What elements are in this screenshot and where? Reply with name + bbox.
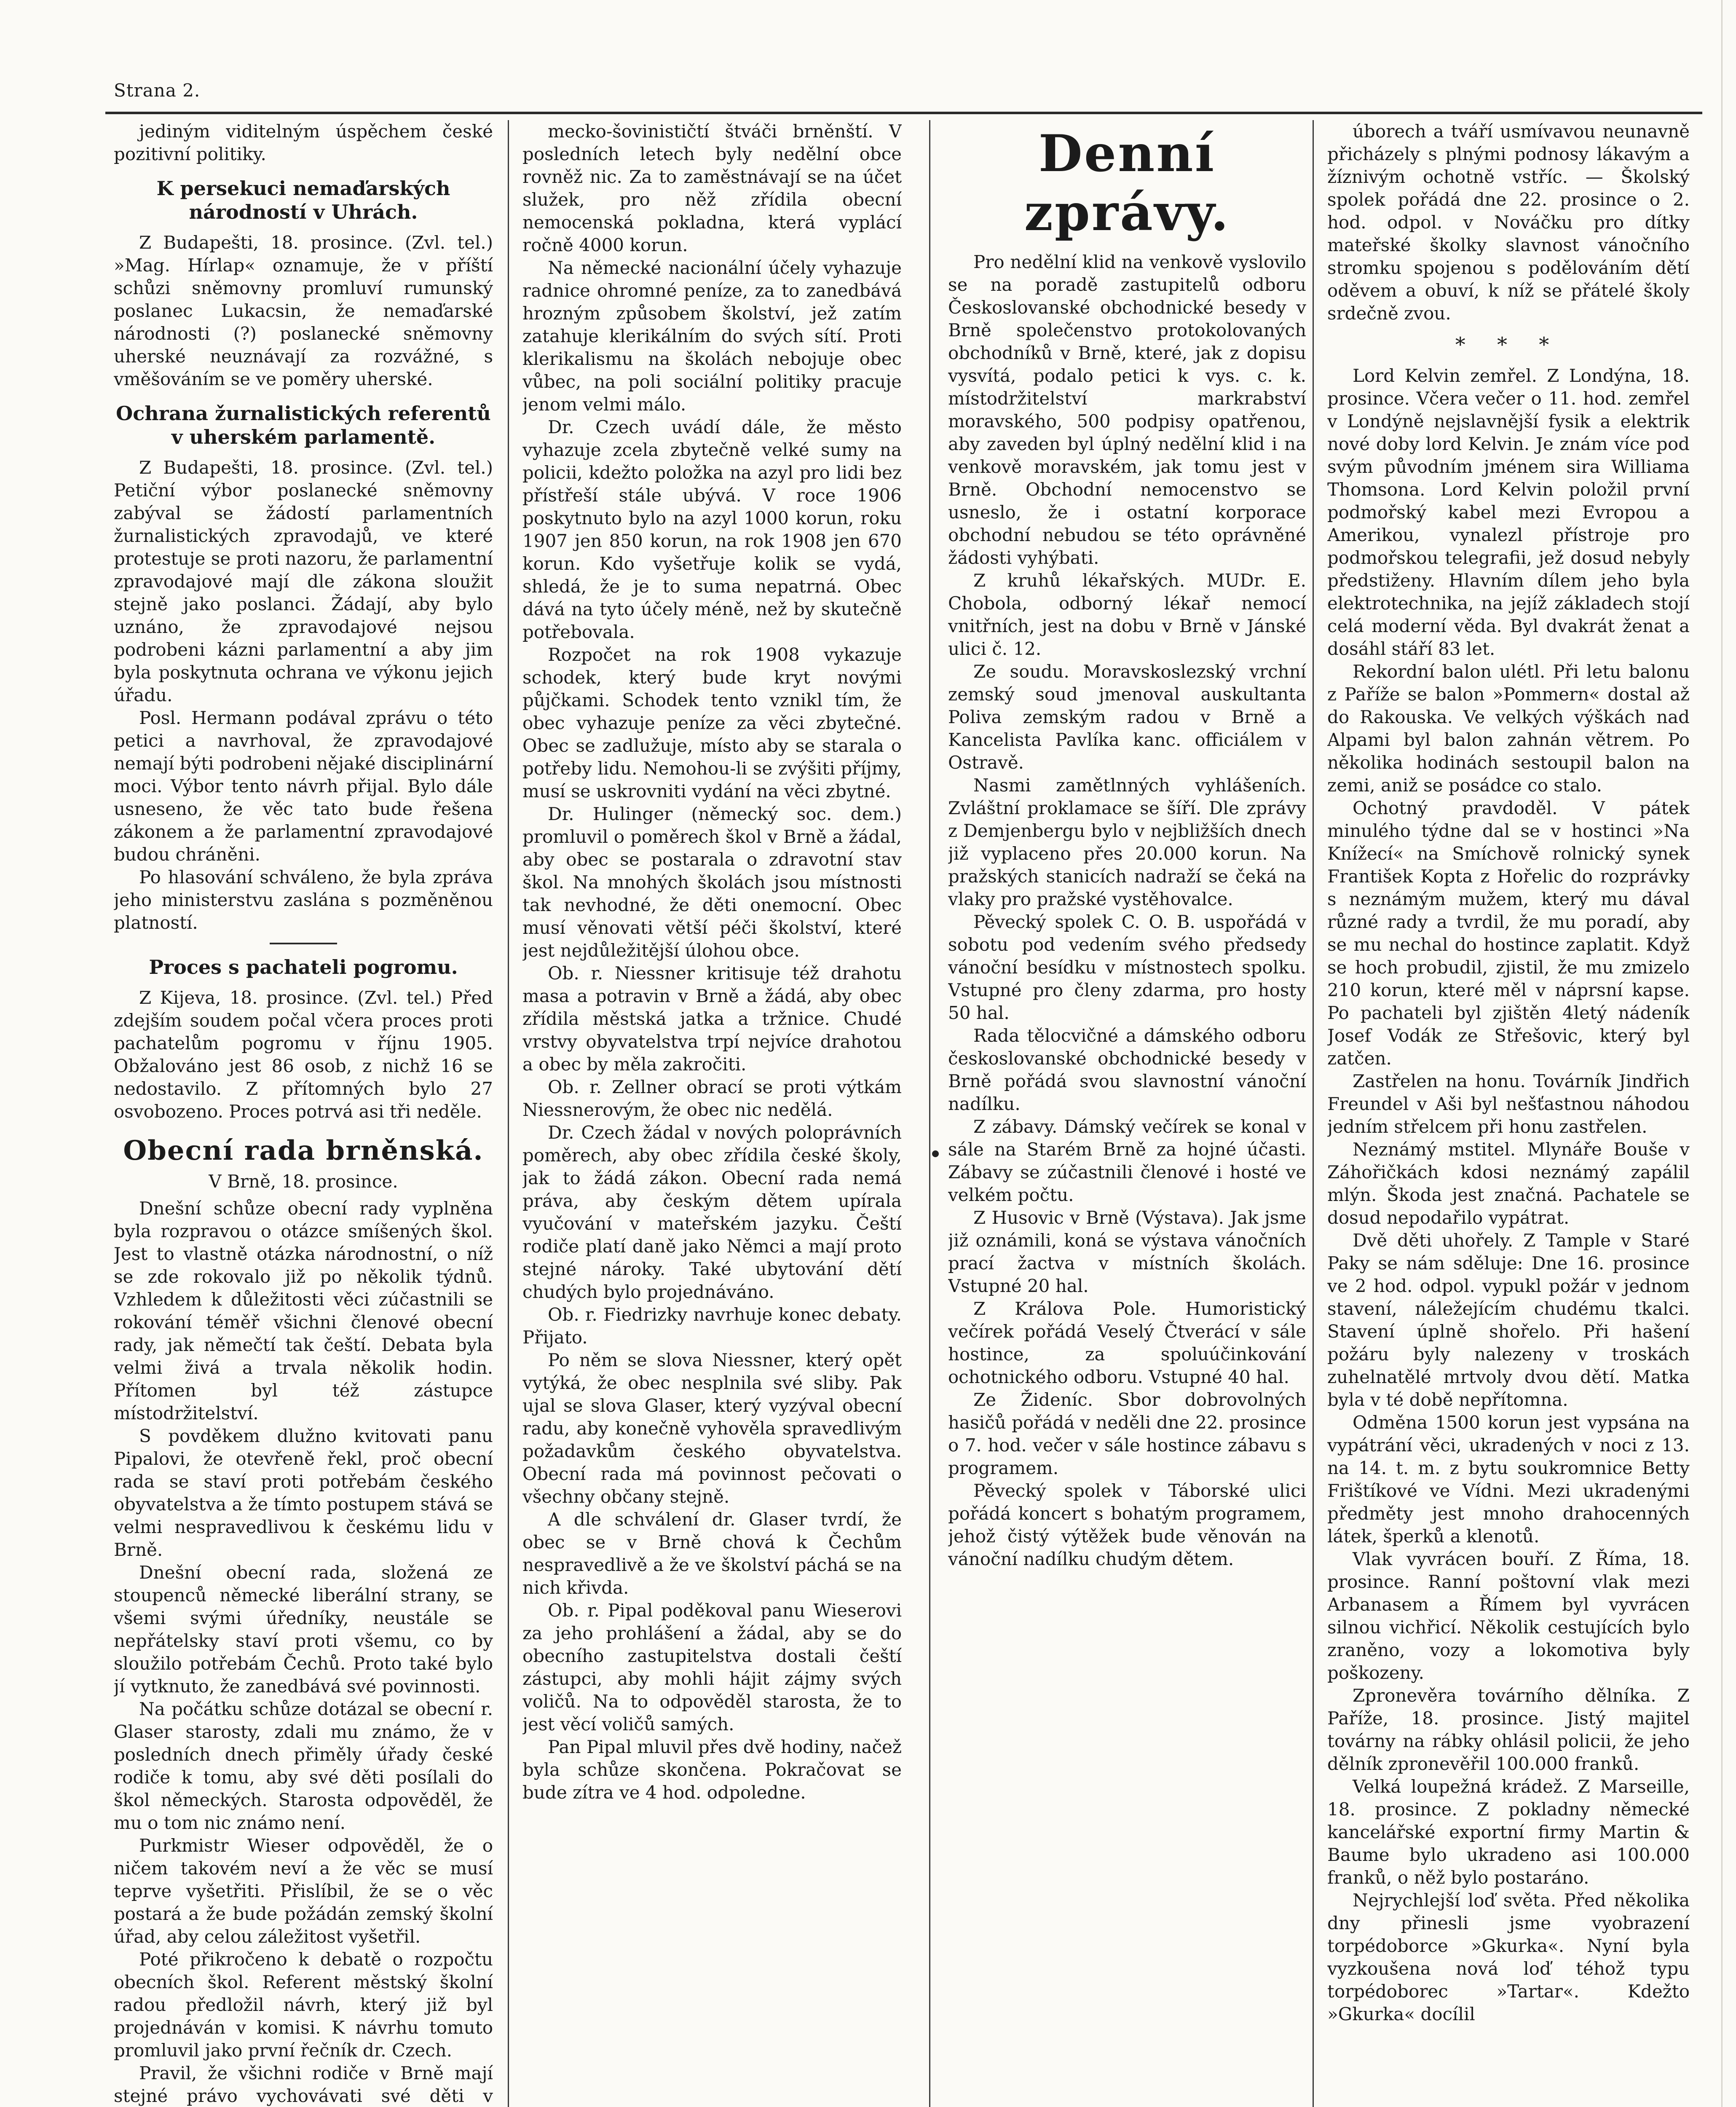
article-text: Poté přikročeno k debatě o rozpočtu obecních škol. Referent městský školní radou předložil návrh, který již byl projednáván v komisi. K návrhu tomuto promluvil jako první řečník dr. Czech. — [114, 1949, 493, 2061]
news-item: Ochotný pravdoděl. V pátek minulého týdne dal se v hostinci »Na Knížecí« na Smíchově rolnický synek František Kopta z Hořelic do rozprávky s neznámým mužem, který mu dával různé rady a tvrdil, že mu poradí, aby se mu nechal do hostince zaplatit. Když se hoch probudil, zjistil, že mu zmizelo 210 korun, které měl v náprsní kapse. Po pachateli byl zjištěn 4letý nádeník Josef Vodák ze Střešovic, který byl zatčen. — [1327, 798, 1690, 1069]
column-rule — [508, 120, 509, 2107]
column-1 — [114, 120, 493, 2107]
news-item: Z zábavy. Dámský večírek se konal v sále na Starém Brně za hojné účasti. Zábavy se zúčastnili členové i hosté ve velkém počtu. — [948, 1116, 1306, 1205]
article-text: Ob. r. Niessner kritisuje též drahotu masa a potravin v Brně a žádá, aby obec zřídila městská jatka a tržnice. Chudé vrstvy obyvatelstva trpí nejvíce drahotou a obec by měla zakročiti. — [522, 963, 902, 1075]
article-text: Z Kijeva, 18. prosince. (Zvl. tel.) Před zdejším soudem počal včera proces proti pachatelům pogromu v říjnu 1905. Obžalováno jest 86 osob, z nichž 16 se nedostavilo. Z přítomných bylo 27 osvobozeno. Proces potrvá asi tři neděle. — [114, 987, 493, 1122]
ink-spot — [932, 1150, 939, 1157]
article-text: Dnešní schůze obecní rady vyplněna byla rozpravou o otázce smíšených škol. Jest to vlastně otázka národnostní, o níž se zde rokovalo již po několik týdnů. Vzhledem k důležitosti věci zúčastnili se rokování téměř všichni členové obecní rady, jak němečtí tak čeští. Debata byla velmi živá a trvala několik hodin. Přítomen byl též zástupce místodržitelství. — [114, 1198, 493, 1423]
article-text: Dr. Hulinger (německý soc. dem.) promluvil o poměrech škol v Brně a žádal, aby obec se postarala o zdravotní stav škol. Na mnohých školách jsou místnosti tak nevhodné, že děti onemocní. Obec musí věnovati větší péči školství, které jest nejdůležitější úlohou obce. — [522, 804, 902, 961]
article-text: Po něm se slova Niessner, který opět vytýká, že obec nesplnila své sliby. Pak ujal se slova Glaser, který vyzýval obecní radu, aby konečně vyhověla spravedlivým požadavkům českého obyvatelstva. Obecní rada má povinnost pečovati o všechny občany stejně. — [522, 1350, 902, 1507]
article-text: Posl. Hermann podával zprávu o této petici a navrhoval, že zpravodajové nemají býti podrobeni nějaké disciplinární moci. Výbor tento návrh přijal. Bylo dále usneseno, že věc tato bude řešena zákonem a že parlamentní zpravodajové budou chráněni. — [114, 708, 493, 865]
article-text: mecko-šovinističtí štváči brněnští. V posledních letech byly nedělní obce rovněž nic. Za to zaměstnávají se na účet služek, pro něž zřídila obecní nemocenská pokladna, která vyplácí ročně 4000 korun. — [522, 121, 902, 255]
article-text: A dle schválení dr. Glaser tvrdí, že obec se v Brně chová k Čechům nespravedlivě a že ve školství páchá se na nich křivda. — [522, 1509, 902, 1598]
running-head: Strana 2. — [114, 80, 201, 101]
news-item: Neznámý mstitel. Mlynáře Bouše v Záhořičkách kdosi neznámý zapálil mlýn. Škoda jest značná. Pachatele se dosud nepodařilo vypátrat. — [1327, 1139, 1690, 1228]
page-edge — [1721, 0, 1723, 2107]
article-text: Z Budapešti, 18. prosince. (Zvl. tel.) Petiční výbor poslanecké sněmovny zabýval se žádostí parlamentních žurnalistických zpravodajů, ve které protestuje se proti nazoru, že parlamentní zpravodajové mají dle zákona sloužit stejně jako poslanci. Žádají, aby bylo uznáno, že zpravodajové nejsou podrobeni kázni parlamentní a aby jim byla poskytnuta ochrana ve výkonu jejich úřadu. — [114, 457, 493, 705]
article-text: Rozpočet na rok 1908 vykazuje schodek, který bude kryt novými půjčkami. Schodek tento vznikl tím, že obec vyhazuje peníze za věci zbytečné. Obec se zadlužuje, místo aby se starala o potřeby lidu. Nemohou-li se zvýšiti příjmy, musí se uskrovniti vydání na věci zbytné. — [522, 644, 902, 802]
article-headline: Proces s pachateli pogromu. — [149, 956, 458, 978]
section-separator: * * * — [1455, 333, 1562, 357]
news-item: Ze soudu. Moravskoslezský vrchní zemský soud jmenoval auskultanta Poliva zemským radou v Brně a Kancelista Pavlíka kanc. officiálem v Ostravě. — [948, 661, 1306, 773]
column-rule — [1313, 120, 1314, 2107]
news-item: Nejrychlejší loď světa. Před několika dny přinesli jsme vyobrazení torpédoborce »Gkurka«. Nyní byla vyzkoušena nová loď téhož typu torpédoborec »Tartar«. Kdežto »Gkurka« docílil — [1327, 1890, 1690, 2024]
news-item: Zastřelen na honu. Továrník Jindřich Freundel v Aši byl nešťastnou náhodou jedním střelcem při honu zastřelen. — [1327, 1071, 1690, 1137]
news-item: Rada tělocvičné a dámského odboru českoslovanské obchodnické besedy v Brně pořádá svou slavnostní vánoční nadílku. — [948, 1025, 1306, 1114]
news-item: Zpronevěra továrního dělníka. Z Paříže, 18. prosince. Jistý majitel továrny na rábky ohlásil policii, že jeho dělník zpronevěřil 100.000 franků. — [1327, 1685, 1690, 1774]
article-text: Ob. r. Fiedrizky navrhuje konec debaty. Přijato. — [522, 1304, 902, 1348]
article-text: Po hlasování schváleno, že byla zpráva jeho ministerstvu zaslána s pozměněnou platností. — [114, 867, 493, 933]
news-item: Velká loupežná krádež. Z Marseille, 18. prosince. Z pokladny německé kancelářské exportní firmy Martin & Baume bylo ukradeno asi 100.000 franků, o něž bylo postaráno. — [1327, 1776, 1690, 1888]
article-text: jediným viditelným úspěchem české pozitivní politiky. — [114, 121, 493, 164]
column-3 — [948, 120, 1306, 2107]
news-item: Ze Žideníc. Sbor dobrovolných hasičů pořádá v neděli dne 22. prosince o 7. hod. večer v sále hostince zábavu s programem. — [948, 1389, 1306, 1478]
news-item: Z kruhů lékařských. MUDr. E. Chobola, odborný lékař nemocí vnitřních, jest na dobu v Brně v Jánské ulici č. 12. — [948, 570, 1306, 659]
news-item: Pěvecký spolek C. O. B. uspořádá v sobotu pod vedením svého předsedy vánoční besídku v místnostech spolku. Vstupné pro členy zdarma, pro hosty 50 hal. — [948, 911, 1306, 1023]
article-text: Dnešní obecní rada, složená ze stoupenců německé liberální strany, se všemi svými úředníky, neustále se nepřátelsky staví proti všemu, co by sloužilo potřebám Čechů. Proto také bylo jí vytknuto, že zanedbává své povinnosti. — [114, 1562, 493, 1697]
column-4 — [1327, 120, 1690, 2107]
news-item: Z Husovic v Brně (Výstava). Jak jsme již oznámili, koná se výstava vánočních prací žactva v místních školách. Vstupné 20 hal. — [948, 1207, 1306, 1296]
article-text: Z Budapešti, 18. prosince. (Zvl. tel.) »Mag. Hírlap« oznamuje, že v příští schůzi sněmovny promluví rumunský poslanec Lukacsin, že nemaďarské národnosti (?) poslanecké sněmovny uherské neuznávají za rozvážné, s vměšováním se ve poměry uherské. — [114, 232, 493, 389]
article-text: Pan Pipal mluvil přes dvě hodiny, načež byla schůze skončena. Pokračovat se bude zítra ve 4 hod. odpoledne. — [522, 1737, 902, 1803]
column-rule — [929, 120, 930, 2107]
news-item: Lord Kelvin zemřel. Z Londýna, 18. prosince. Včera večer o 11. hod. zemřel v Londýně nejslavnější fysik a elektrik nové doby lord Kelvin. Je znám více pod svým původním jménem sira Williama Thomsona. Lord Kelvin položil první podmořský kabel mezi Evropou a Amerikou, vynalezl přístroje pro podmořskou telegrafii, jež dosud nebyly předstiženy. Hlavním dílem jeho byla elektrotechnika, na jejíž základech stojí celá moderní věda. Byl dvakrát ženat a dosáhl stáří 83 let. — [1327, 365, 1690, 659]
article-text: Dr. Czech uvádí dále, že město vyhazuje zcela zbytečně velké sumy na policii, kdežto položka na azyl pro lidi bez přístřeší stále ubývá. V roce 1906 poskytnuto bylo na azyl 1000 korun, roku 1907 jen 850 korun, na rok 1908 jen 670 korun. Kdo vyšetřuje kolik se vydá, shledá, že je to suma nepatrná. Obec dává na tyto účely méně, než by skutečně potřebovala. — [522, 417, 902, 642]
news-item: Rekordní balon ulétl. Při letu balonu z Paříže se balon »Pommern« dostal až do Rakouska. Ve velkých výškách nad Alpami byl balon zahnán větrem. Po několika hodinách sestoupil balon na zemi, aniž se posádce co stalo. — [1327, 661, 1690, 796]
news-item: Vlak vyvrácen bouří. Z Říma, 18. prosince. Ranní poštovní vlak mezi Arbanasem a Římem byl vyvrácen silnou vichřicí. Několik cestujících bylo zraněno, vozy a lokomotiva byly poškozeny. — [1327, 1549, 1690, 1683]
article-text: S povděkem dlužno kvitovati panu Pipalovi, že otevřeně řekl, proč obecní rada se staví proti potřebám českého obyvatelstva a že tímto postupem stává se velmi nespravedlivou k českému lidu v Brně. — [114, 1426, 493, 1560]
section-separator — [270, 943, 337, 944]
news-item: úborech a tváří usmívavou neunavně přicházely s plnými podnosy lákavým a žíznivým ochotně vstříc. — Školský spolek pořádá dne 22. prosince o 2. hod. odpol. v Nováčku pro dítky mateřské školky slavnost vánočního stromku spojenou s podělováním dětí oděvem a obuví, k níž se přátelé školy srdečně zvou. — [1327, 121, 1690, 324]
article-text: Na počátku schůze dotázal se obecní r. Glaser starosty, zdali mu známo, že v posledních dnech přiměly úřady české rodiče k tomu, aby své děti posílali do škol německých. Starosta odpověděl, že mu o tom nic známo není. — [114, 1699, 493, 1833]
dateline: V Brně, 18. prosince. — [209, 1171, 398, 1192]
news-item: Dvě děti uhořely. Z Tample v Staré Paky se nám sděluje: Dne 16. prosince ve 2 hod. odpol. vypukl požár v jednom stavení, náležejícím chudému tkalci. Stavení úplně shořelo. Při hašení požáru byly nalezeny v troskách zuhelnatělé mrtvoly dvou dětí. Matka byla v té době nepřítomna. — [1327, 1230, 1690, 1410]
column-2 — [522, 120, 902, 2107]
news-item: Odměna 1500 korun jest vypsána na vypátrání věci, ukradených v noci z 13. na 14. t. m. z bytu soukromnice Betty Frištíkové ve Vídni. Mezi ukradenými předměty jest mnoho drahocenných látek, šperků a klenotů. — [1327, 1412, 1690, 1547]
article-headline: Ochrana žurnalistických referentů v uherském parlamentě. — [116, 402, 491, 448]
article-headline: K persekuci nemaďarských národností v Uhrách. — [156, 177, 450, 223]
article-text: Ob. r. Pipal poděkoval panu Wieserovi za jeho prohlášení a žádal, aby se do obecního zastupitelstva dostali čeští zástupci, aby mohli hájit zájmy svých voličů. Na to odpověděl starosta, že to jest věcí voličů samých. — [522, 1600, 902, 1734]
article-text: Na německé nacionální účely vyhazuje radnice ohromné peníze, za to zanedbává hrozným způsobem školství, jež zatím zatahuje klerikálním do svých sítí. Proti klerikalismu na školách nebojuje obec vůbec, na poli sociální politiky pracuje jenom velmi málo. — [522, 257, 902, 415]
article-text: Pravil, že všichni rodiče v Brně mají stejné právo vychovávati své děti v — [114, 2063, 493, 2106]
news-item: Pěvecký spolek v Táborské ulici pořádá koncert s bohatým programem, jehož čistý výtěžek bude věnován na vánoční nadílku chudým dětem. — [948, 1480, 1306, 1569]
news-item: Pro nedělní klid na venkově vyslovilo se na poradě zastupitelů odboru Českoslovanské obchodnické besedy v Brně společenstvo protokolovaných obchodníků v Brně, které, jak z dopisu vysvítá, podalo petici k vys. c. k. místodržitelství markrabství moravského, 500 podpisy opatřenou, aby zaveden byl úplný nedělní klid i na venkově moravském, jak tomu jest v Brně. Obchodní nemocenstvo se usneslo, že i ostatní korporace obchodní nebudou se této oprávněné žádosti vyhýbati. — [948, 252, 1306, 568]
section-title: Denní zprávy. — [1024, 124, 1230, 242]
article-text: Ob. r. Zellner obrací se proti výtkám Niessnerovým, že obec nic nedělá. — [522, 1077, 902, 1120]
top-rule — [105, 112, 1702, 114]
article-text: Dr. Czech žádal v nových poloprávních poměrech, aby obec zřídila české školy, jak to žádá zákon. Obecní rada nemá práva, aby českým dětem upírala vyučování v mateřském jazyku. Čeští rodiče platí daně jako Němci a mají proto stejné nároky. Také ubytování dětí chudých bylo projednáváno. — [522, 1122, 902, 1302]
news-item: Z Králova Pole. Humoristický večírek pořádá Veselý Čtverácí v sále hostince, za spoluúčinkování ochotnického odboru. Vstupné 40 hal. — [948, 1298, 1306, 1387]
news-item: Nasmi zamětlnných vyhlášeních. Zvláštní proklamace se šíří. Dle zprávy z Demjenbergu bylo v nejbližších dnech již vyplaceno přes 20.000 korun. Na pražských stanicích nadraží se čeká na vlaky pro pražské vystěhovalce. — [948, 775, 1306, 909]
section-title: Obecní rada brněnská. — [123, 1135, 484, 1166]
article-text: Purkmistr Wieser odpověděl, že o ničem takovém neví a že věc se musí teprve vyšetřiti. Přislíbil, že se o věc postará a že bude požádán zemský školní úřad, aby celou záležitost vyšetřil. — [114, 1835, 493, 1947]
